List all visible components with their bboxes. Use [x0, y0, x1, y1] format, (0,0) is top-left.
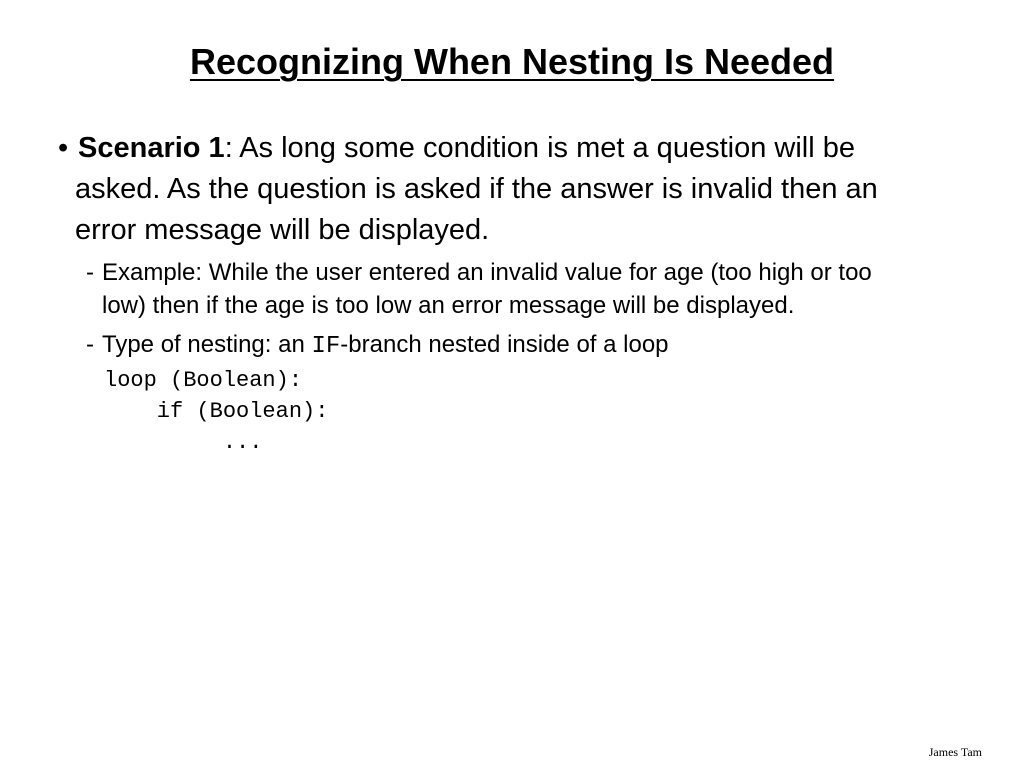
nesting-type-keyword: IF: [311, 333, 341, 360]
scenario-line-2: asked. As the question is asked if the answer is invalid then an: [75, 173, 878, 205]
bullet-dot: •: [58, 132, 69, 164]
scenario-label: Scenario 1: [78, 132, 225, 164]
code-line-3: ...: [104, 430, 263, 455]
nesting-type-dash: -: [86, 331, 94, 358]
code-example: [104, 365, 328, 458]
scenario-line-1-text: : As long some condition is met a question will be: [224, 132, 855, 164]
example-line-1-text: Example: While the user entered an invalid value for age (too high or too: [102, 259, 872, 286]
code-line-2: if (Boolean):: [104, 399, 329, 424]
author-footer: James Tam: [928, 745, 982, 759]
nesting-type-prefix: Type of nesting: an: [102, 331, 312, 358]
example-dash: -: [86, 259, 94, 286]
nesting-type-subitem: [86, 328, 966, 363]
example-line-2: low) then if the age is too low an error message will be displayed.: [102, 292, 795, 319]
example-subitem: [86, 256, 966, 322]
scenario-bullet: [58, 128, 958, 251]
nesting-type-line: [86, 328, 966, 363]
code-line-1: loop (Boolean):: [104, 368, 303, 393]
scenario-line-3: error message will be displayed.: [75, 214, 490, 246]
example-line-1: [86, 256, 966, 289]
slide-title: Recognizing When Nesting Is Needed: [189, 41, 835, 82]
nesting-type-suffix: -branch nested inside of a loop: [340, 331, 669, 358]
scenario-line-1: [58, 128, 958, 169]
